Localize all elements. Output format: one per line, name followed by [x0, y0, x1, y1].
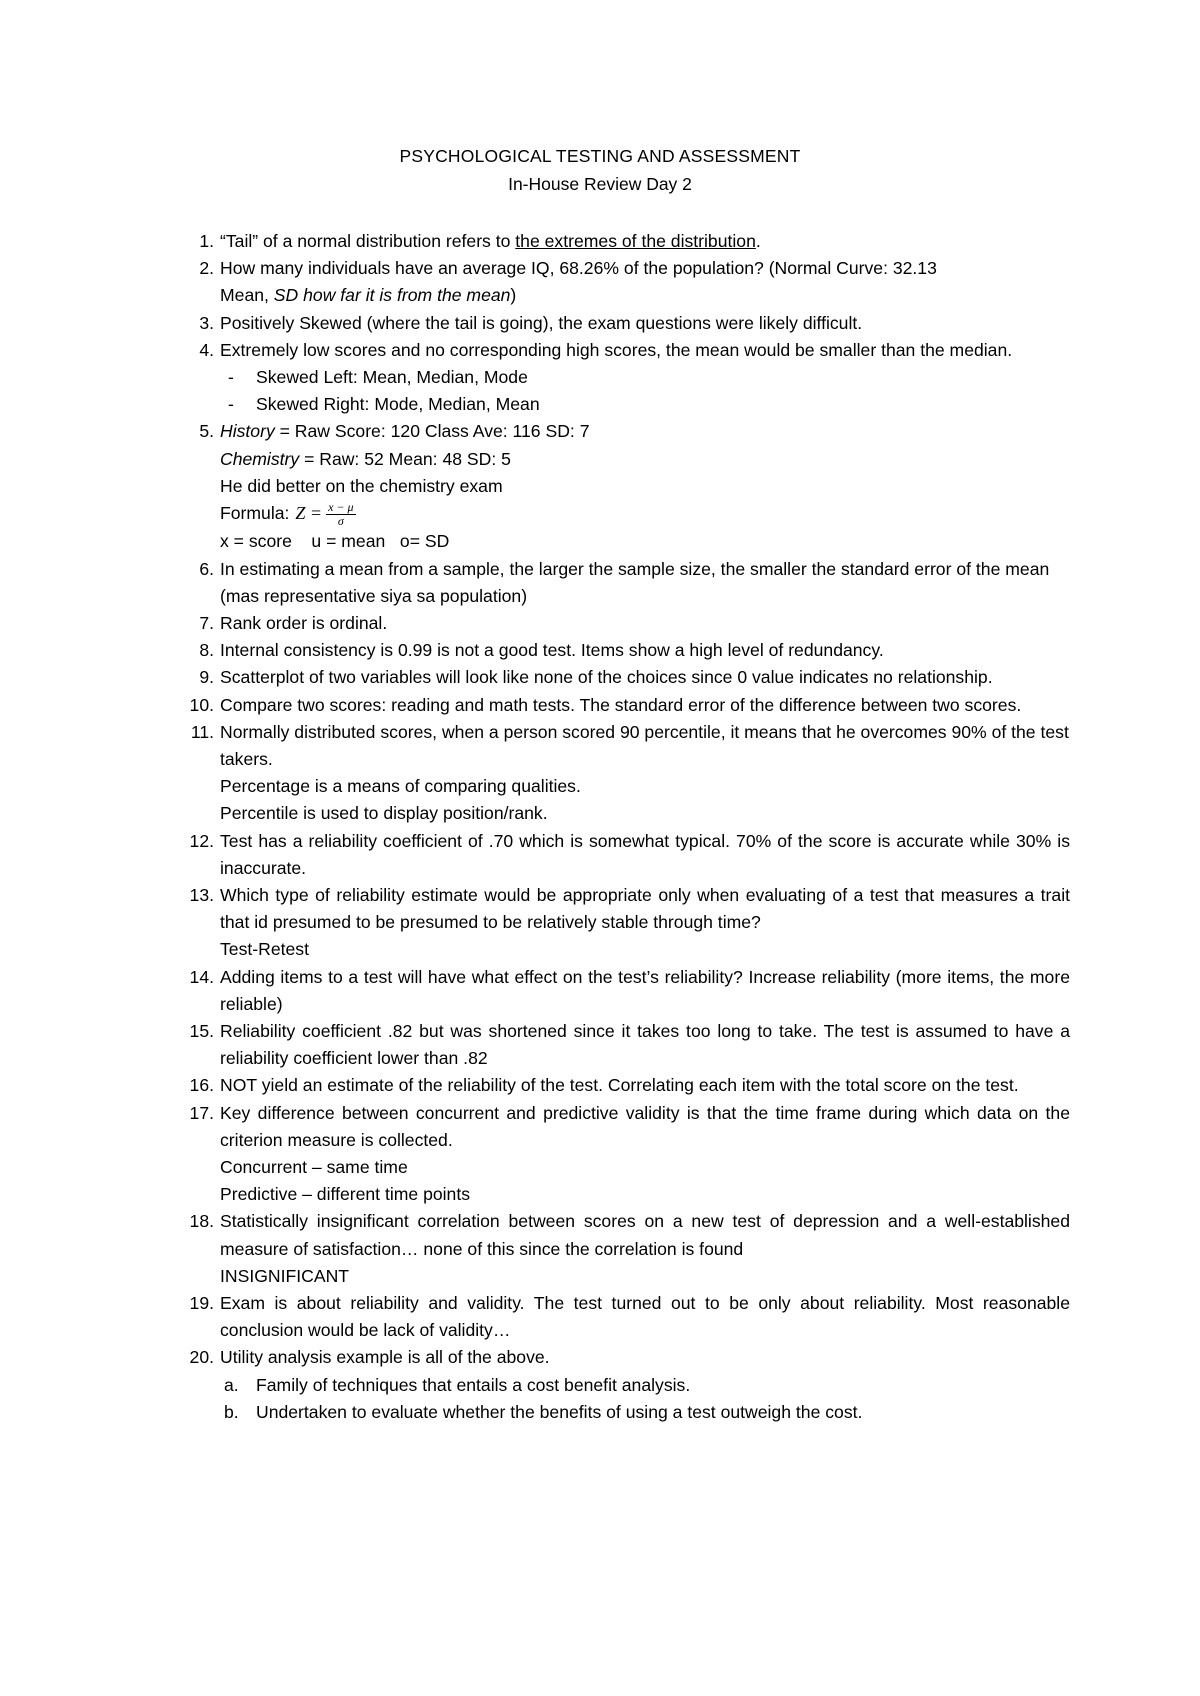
- item-extra-line: Concurrent – same time: [220, 1156, 408, 1177]
- list-item: [190, 882, 1070, 964]
- list-item: [190, 228, 1070, 255]
- item-number: 10.: [189, 694, 214, 715]
- item-number: 9.: [199, 667, 214, 688]
- bullet-line: - Skewed Right: Mode, Median, Mean: [228, 394, 540, 415]
- item-text: Adding items to a test will have what effect on the test’s reliability? Increase reliability (more items, the more reliable): [220, 966, 1070, 1014]
- review-list: [190, 228, 1070, 1426]
- item-text: Compare two scores: reading and math tests. The standard error of the difference between two scores.: [220, 694, 1022, 715]
- item-text: Statistically insignificant correlation between scores on a new test of depression and a well-established measure of satisfaction… none of this since the correlation is found: [220, 1211, 1070, 1259]
- list-item: [190, 664, 1070, 691]
- item-text: Reliability coefficient .82 but was shortened since it takes too long to take. The test is assumed to have a reliability coefficient lower than .82: [220, 1020, 1070, 1069]
- item-number: 13.: [189, 884, 214, 905]
- list-item: [190, 255, 1070, 309]
- chemistry-label: Chemistry: [220, 448, 300, 469]
- sub-item-letter: a.: [224, 1374, 239, 1395]
- item-text: Scatterplot of two variables will look like none of the choices since 0 value indicates no relationship.: [220, 667, 993, 688]
- item-text: Test has a reliability coefficient of .70 which is somewhat typical. 70% of the score is accurate while 30% is inaccurate.: [220, 830, 1070, 878]
- item-number: 14.: [189, 966, 214, 987]
- z-score-formula: [295, 500, 355, 528]
- list-item: [190, 1290, 1070, 1344]
- item-text: Which type of reliability estimate would be appropriate only when evaluating of a test that measures a trait that id presumed to be presumed to be relatively stable through time?: [220, 884, 1070, 933]
- item-number: 3.: [199, 312, 214, 333]
- item-extra-line: Test-Retest: [220, 939, 309, 960]
- item-number: 6.: [199, 558, 214, 579]
- item-number: 20.: [189, 1347, 214, 1368]
- history-label: History: [220, 421, 275, 442]
- list-item: [190, 310, 1070, 337]
- item-text: Positively Skewed (where the tail is going), the exam questions were likely difficult.: [220, 312, 863, 333]
- item-number: 2.: [199, 258, 214, 279]
- list-item: [190, 556, 1070, 610]
- item-text: Normally distributed scores, when a person scored 90 percentile, it means that he overcomes 90% of the test takers.: [220, 721, 1069, 769]
- item-number: 11.: [190, 721, 214, 742]
- list-item: [190, 964, 1070, 1018]
- item-extra-line: Predictive – different time points: [220, 1184, 471, 1205]
- item-number: 8.: [199, 640, 214, 661]
- item-number: 5.: [199, 421, 214, 442]
- formula-label: Formula:: [220, 503, 290, 524]
- sub-item-text: Family of techniques that entails a cost benefit analysis.: [256, 1374, 691, 1395]
- formula-z: Z =: [295, 503, 323, 524]
- item-number: 7.: [199, 612, 214, 633]
- continuation-end: ): [510, 285, 517, 306]
- list-item: [190, 337, 1070, 419]
- item-text: NOT yield an estimate of the reliability of the test. Correlating each item with the total score on the test.: [220, 1075, 1019, 1096]
- item-extra-line: Percentage is a means of comparing qualities.: [220, 776, 581, 797]
- item-text: “Tail” of a normal distribution refers to: [220, 231, 516, 251]
- item-text: Utility analysis example is all of the above.: [220, 1347, 550, 1368]
- list-item: [190, 692, 1070, 719]
- list-item: [190, 1072, 1070, 1099]
- bullet-text: Skewed Right: Mode, Median, Mean: [256, 394, 540, 415]
- item-number: 17.: [189, 1102, 214, 1123]
- history-values: = Raw Score: 120 Class Ave: 116 SD: 7: [274, 421, 590, 442]
- item-text: Key difference between concurrent and predictive validity is that the time frame during which data on the criterion measure is collected.: [220, 1102, 1070, 1150]
- item-text: In estimating a mean from a sample, the larger the sample size, the smaller the standard error of the mean (mas representative siya sa population): [220, 558, 1050, 606]
- history-line: [220, 418, 1070, 445]
- item-extra-line: Percentile is used to display position/rank.: [220, 803, 548, 824]
- chemistry-values: = Raw: 52 Mean: 48 SD: 5: [299, 448, 511, 469]
- sub-item: [220, 1372, 1070, 1399]
- conclusion-line: He did better on the chemistry exam: [220, 475, 503, 496]
- sub-item-text: Undertaken to evaluate whether the benefits of using a test outweigh the cost.: [256, 1401, 863, 1422]
- list-item: [190, 610, 1070, 637]
- document-subtitle: In-House Review Day 2: [508, 174, 692, 194]
- item-number: 12.: [189, 830, 214, 851]
- item-number: 19.: [189, 1292, 214, 1313]
- item-text: Extremely low scores and no corresponding high scores, the mean would be smaller than the median.: [220, 339, 1013, 360]
- formula-fraction: [326, 501, 355, 528]
- list-item: [190, 1208, 1070, 1290]
- item-continuation: [220, 282, 1070, 309]
- list-item: [190, 1018, 1070, 1072]
- list-item: [190, 719, 1070, 828]
- bullet-line: - Skewed Left: Mean, Median, Mode: [228, 367, 528, 388]
- item-number: 4.: [199, 339, 214, 360]
- item-text: How many individuals have an average IQ, 68.26% of the population? (Normal Curve: 32.13: [220, 258, 937, 279]
- item-number: 1.: [199, 231, 214, 251]
- formula-legend: x = score u = mean o= SD: [220, 531, 450, 552]
- item-number: 16.: [189, 1075, 214, 1096]
- sub-item: [220, 1399, 1070, 1426]
- item-number: 15.: [189, 1020, 214, 1041]
- item-text-end: .: [755, 231, 761, 251]
- list-item: [190, 1344, 1070, 1426]
- list-item: [190, 1100, 1070, 1209]
- item-text: Internal consistency is 0.99 is not a good test. Items show a high level of redundancy.: [220, 640, 884, 661]
- formula-line: [220, 500, 1070, 528]
- formula-numerator: x − μ: [328, 500, 354, 515]
- chemistry-line: [220, 446, 1070, 473]
- item-text: Exam is about reliability and validity. The test turned out to be only about reliability. Most reasonable conclusion would be lack of validity…: [220, 1292, 1070, 1341]
- list-item: [190, 828, 1070, 882]
- item-extra-line: INSIGNIFICANT: [220, 1265, 350, 1286]
- bullet-text: Skewed Left: Mean, Median, Mode: [256, 367, 528, 388]
- sub-item-letter: b.: [224, 1401, 239, 1422]
- item-text: Rank order is ordinal.: [220, 612, 388, 633]
- list-item: [190, 418, 1070, 555]
- item-number: 18.: [189, 1211, 214, 1232]
- list-item: [190, 637, 1070, 664]
- document-title: PSYCHOLOGICAL TESTING AND ASSESSMENT: [399, 146, 801, 166]
- item-underlined-text: the extremes of the distribution: [515, 231, 756, 251]
- continuation-text: Mean,: [220, 285, 274, 306]
- formula-denominator: σ: [337, 514, 344, 529]
- continuation-italic: SD how far it is from the mean: [273, 285, 511, 306]
